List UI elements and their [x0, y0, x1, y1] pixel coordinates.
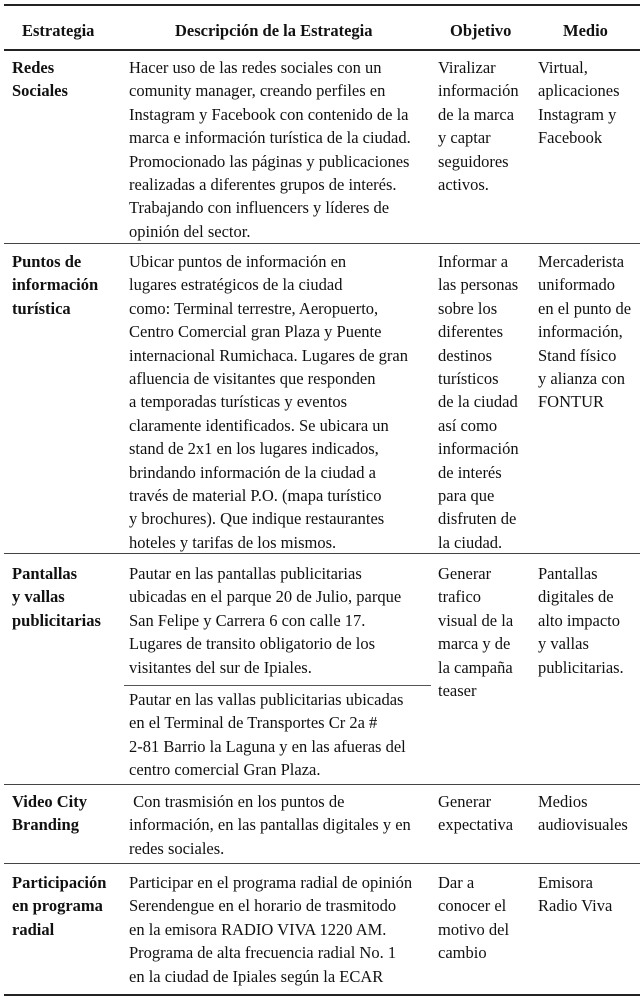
- objective-cell: Dar a conocer el motivo del cambio: [438, 873, 510, 963]
- header-bottom-rule: [4, 49, 640, 51]
- row-subrule-3: [124, 685, 431, 686]
- medium-cell: Virtual, aplicaciones Instagram y Facebook: [538, 58, 620, 148]
- description-cell: Participar en el programa radial de opinión Serendengue en el horario de trasmitodo en la emisora RADIO VIVA 1220 AM. Programa de alta frecuencia radial No. 1 en la ciudad de Ipiales según la ECAR: [129, 873, 413, 986]
- description-cell: Pautar en las pantallas publicitarias ubicadas en el parque 20 de Julio, parque San Felipe y Carrera 6 con calle 17. Lugares de transito obligatorio de los visitantes del sur de Ipiales.: [129, 564, 402, 677]
- strategy-cell: Puntos de información turística: [12, 252, 99, 318]
- strategy-cell: Redes Sociales: [12, 58, 68, 101]
- strategy-cell: Pantallas y vallas publicitarias: [12, 564, 101, 630]
- objective-cell: Informar a las personas sobre los diferentes destinos turísticos de la ciudad así como información de interés para que disfruten de la ciudad.: [438, 252, 519, 552]
- table-bottom-rule: [4, 994, 640, 996]
- objective-cell: Generar expectativa: [438, 792, 514, 835]
- description-cell-b: Pautar en las vallas publicitarias ubicadas en el Terminal de Transportes Cr 2a # 2-81 Barrio la Laguna y en las afueras del centro comercial Gran Plaza.: [129, 690, 406, 780]
- description-cell: Hacer uso de las redes sociales con un comunity manager, creando perfiles en Instagram y Facebook con contenido de la marca e información turística de la ciudad. Promocionado las páginas y publicaciones realizadas a diferentes grupos de interés. Trabajando con influencers y líderes de opinión del sector.: [129, 58, 411, 241]
- objective-cell: Generar trafico visual de la marca y de la campaña teaser: [438, 564, 514, 701]
- row-rule-3: [4, 784, 640, 785]
- header-strategy: Estrategia: [22, 21, 95, 40]
- table-top-rule: [4, 4, 640, 6]
- strategy-cell: Participación en programa radial: [12, 873, 107, 939]
- row-rule-4: [4, 863, 640, 864]
- header-description: Descripción de la Estrategia: [175, 21, 373, 40]
- medium-cell: Medios audiovisuales: [538, 792, 628, 835]
- strategy-cell: Video City Branding: [12, 792, 88, 835]
- medium-cell: Pantallas digitales de alto impacto y vallas publicitarias.: [538, 564, 624, 677]
- header-objective: Objetivo: [450, 21, 512, 40]
- description-cell: Ubicar puntos de información en lugares estratégicos de la ciudad como: Terminal terrestre, Aeropuerto, Centro Comercial gran Plaza y Puente internacional Rumichaca. Lugares de gran afluencia de visitantes que responden a temporadas turísticas y eventos claramente identificados. Se ubicara un stand de 2x1 en los lugares indicados, brindando información de la ciudad a través de material P.O. (mapa turístico y brochures). Que indique restaurantes hoteles y tarifas de los mismos.: [129, 252, 409, 552]
- medium-cell: Emisora Radio Viva: [538, 873, 613, 916]
- description-cell: Con trasmisión en los puntos de información, en las pantallas digitales y en redes sociales.: [129, 792, 411, 858]
- objective-cell: Viralizar información de la marca y captar seguidores activos.: [438, 58, 519, 195]
- medium-cell: Mercaderista uniformado en el punto de información, Stand físico y alianza con FONTUR: [538, 252, 632, 412]
- header-medium: Medio: [563, 21, 608, 40]
